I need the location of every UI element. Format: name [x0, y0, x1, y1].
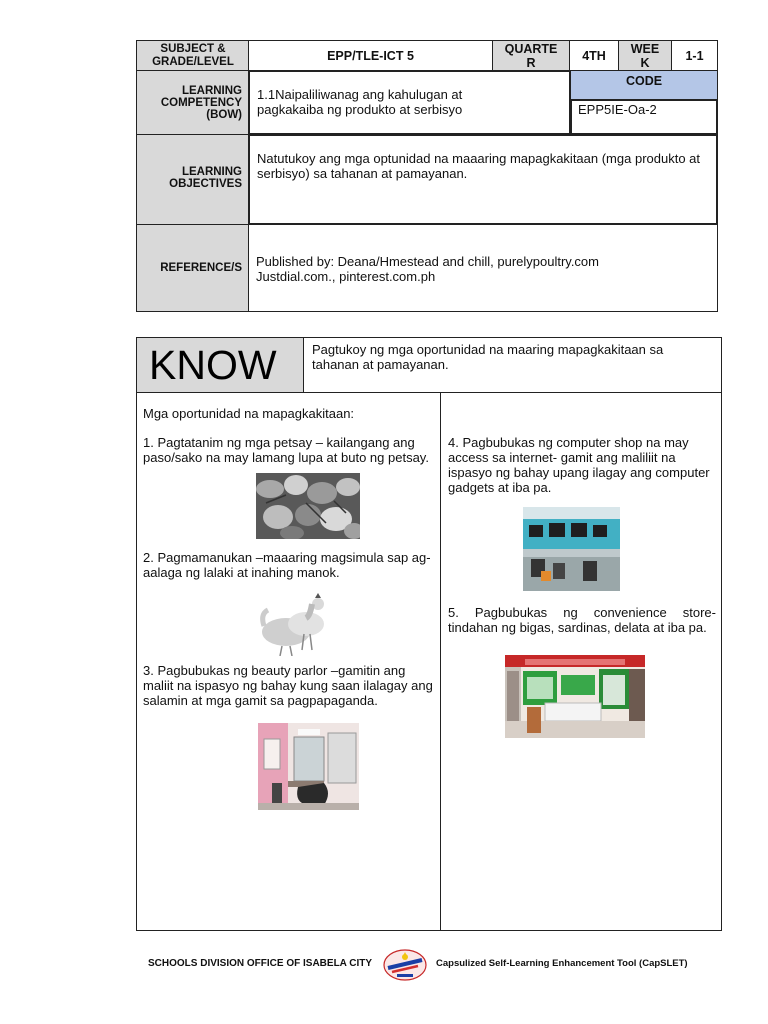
computer-shop-photo	[523, 507, 620, 591]
quarter-label-cell	[492, 40, 570, 71]
know-intro: Mga oportunidad na mapagkakitaan:	[143, 406, 355, 421]
reference-label-cell	[136, 224, 249, 312]
item-4-text: 4. Pagbubukas ng computer shop na may access sa internet- gamit ang maliliit na ispasyo ng bahay upang ilagay ang computer gadgets at iba pa.	[448, 435, 710, 495]
code-value-cell	[570, 99, 718, 135]
week-label-cell	[618, 40, 672, 71]
competency-label-cell	[136, 70, 249, 135]
item-2-text: 2. Pagmamanukan –maaaring magsimula sap ag-aalaga ng lalaki at inahing manok.	[143, 550, 431, 580]
reference-line-1: Published by: Deana/Hmestead and chill, purelypoultry.com	[256, 254, 599, 269]
reference-value-cell	[248, 224, 718, 312]
petsay-plants-photo	[256, 473, 360, 539]
item-3-text: 3. Pagbubukas ng beauty parlor –gamitin ang maliit na ispasyo ng bahay kung saan ilalagay ang salamin at mga gamit sa pagpapaganda.	[143, 663, 433, 708]
subject-label-cell	[136, 40, 249, 71]
subject-label: SUBJECT & GRADE/LEVEL	[152, 43, 234, 68]
know-title-cell	[137, 338, 304, 393]
reference-line-2: Justdial.com., pinterest.com.ph	[256, 269, 436, 284]
competency-value-cell	[248, 70, 571, 135]
competency-value: 1.1Naipaliliwanag ang kahulugan at pagkakaiba ng produkto at serbisyo	[257, 87, 463, 117]
competency-label: LEARNING COMPETENCY (BOW)	[160, 85, 242, 121]
week-value: 1-1	[685, 49, 704, 63]
quarter-value: 4TH	[582, 49, 606, 63]
know-header-divider	[137, 392, 721, 393]
capslet-logo	[382, 948, 428, 982]
footer-right-text: Capsulized Self-Learning Enhancement Tool (CapSLET)	[436, 958, 688, 969]
know-description: Pagtukoy ng mga oportunidad na maaring mapagkakitaan sa tahanan at pamayanan.	[312, 342, 664, 372]
chickens-photo	[258, 590, 330, 656]
item-1-text: 1. Pagtatanim ng mga petsay – kailangang ang paso/sako na may lamang lupa at buto ng petsay.	[143, 435, 429, 465]
reference-label: REFERENCE/S	[160, 262, 242, 274]
subject-value-cell	[248, 40, 493, 71]
code-label-cell	[570, 70, 718, 100]
quarter-label: QUARTE R	[504, 42, 558, 70]
know-column-divider	[440, 393, 441, 931]
footer-left-text: SCHOOLS DIVISION OFFICE OF ISABELA CITY	[148, 958, 373, 969]
know-title: KNOW	[149, 342, 277, 388]
code-value: EPP5IE-Oa-2	[578, 102, 657, 117]
beauty-parlor-photo	[258, 723, 359, 810]
subject-value: EPP/TLE-ICT 5	[327, 49, 414, 63]
convenience-store-photo	[505, 655, 645, 738]
week-value-cell	[671, 40, 718, 71]
code-label: CODE	[625, 74, 663, 88]
objectives-label-cell	[136, 134, 249, 225]
item-5-text: 5. Pagbubukas ng convenience store- tindahan ng bigas, sardinas, delata at iba pa.	[448, 605, 716, 635]
week-label: WEE K	[630, 42, 660, 70]
quarter-value-cell	[569, 40, 619, 71]
objectives-label: LEARNING OBJECTIVES	[169, 166, 242, 190]
objectives-value: Natutukoy ang mga optunidad na maaaring mapagkakitaan (mga produkto at serbisyo) sa tahanan at pamayanan.	[257, 151, 701, 181]
objectives-value-cell	[248, 134, 718, 225]
